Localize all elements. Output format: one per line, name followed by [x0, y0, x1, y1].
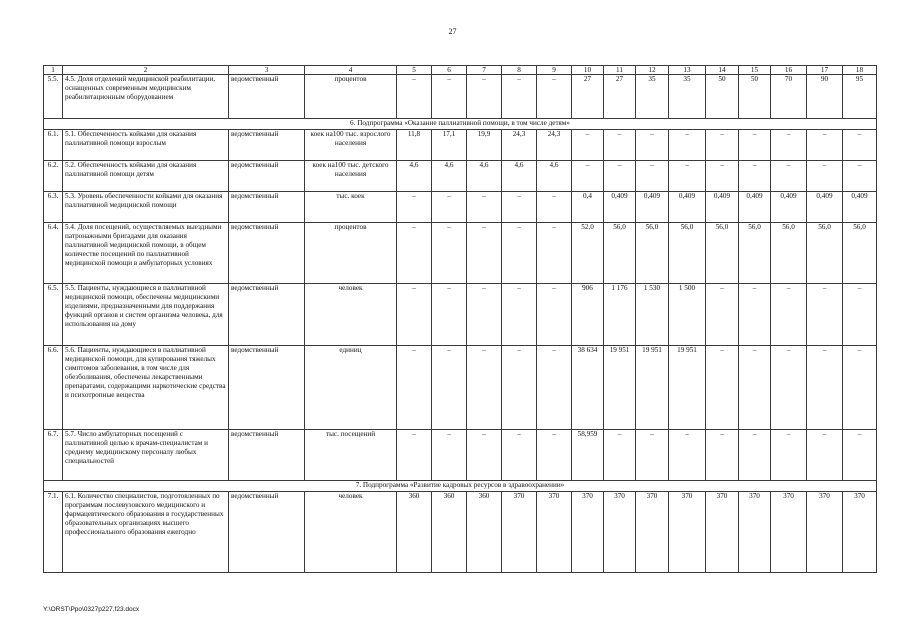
- year-value: 1 176: [604, 284, 636, 346]
- table-row: [44, 430, 877, 481]
- year-value: 56,0: [739, 223, 771, 284]
- year-value: 56,0: [669, 223, 706, 284]
- table-row: [44, 75, 877, 119]
- column-number-row: [44, 66, 877, 75]
- table-row: [44, 492, 877, 573]
- unit-of-measure: человек: [305, 284, 397, 346]
- year-value: –: [739, 430, 771, 481]
- table-row: [44, 223, 877, 284]
- year-value: –: [467, 430, 502, 481]
- year-value: 4,6: [467, 161, 502, 192]
- column-number: 17: [807, 66, 843, 75]
- year-value: 35: [636, 75, 669, 119]
- year-value: –: [706, 130, 739, 161]
- year-value: 360: [467, 492, 502, 573]
- year-value: –: [572, 161, 604, 192]
- year-value: 1 500: [669, 284, 706, 346]
- year-value: –: [807, 430, 843, 481]
- column-number: 7: [467, 66, 502, 75]
- indicator-name: 5.1. Обеспеченность койками для оказания паллиативной помощи взрослым: [63, 130, 229, 161]
- year-value: 370: [636, 492, 669, 573]
- indicator-kind: ведомственный: [229, 161, 305, 192]
- year-value: 0,409: [706, 192, 739, 223]
- column-number: 15: [739, 66, 771, 75]
- year-value: 370: [572, 492, 604, 573]
- year-value: 90: [807, 75, 843, 119]
- year-value: –: [502, 284, 537, 346]
- year-value: 370: [604, 492, 636, 573]
- year-value: –: [636, 161, 669, 192]
- row-number: 7.1.: [44, 492, 63, 573]
- indicator-name: 5.7. Число амбулаторных посещений с паллиативной целью к врачам-специалистам и среднему медицинскому персоналу любых специальностей: [63, 430, 229, 481]
- year-value: –: [843, 430, 877, 481]
- year-value: 50: [739, 75, 771, 119]
- column-number: 1: [44, 66, 63, 75]
- year-value: 70: [771, 75, 807, 119]
- year-value: –: [739, 284, 771, 346]
- year-value: 19 951: [669, 346, 706, 430]
- indicator-kind: ведомственный: [229, 75, 305, 119]
- indicator-kind: ведомственный: [229, 492, 305, 573]
- year-value: –: [807, 130, 843, 161]
- file-path-footer: Y:\ORST\Ppo\0327p227.f23.docx: [43, 606, 140, 613]
- year-value: –: [669, 130, 706, 161]
- year-value: –: [771, 130, 807, 161]
- year-value: 4,6: [502, 161, 537, 192]
- subprogram-title: 7. Подпрограмма «Развитие кадровых ресурсов в здравоохранении»: [44, 481, 877, 492]
- year-value: –: [604, 161, 636, 192]
- year-value: 0,409: [669, 192, 706, 223]
- unit-of-measure: единиц: [305, 346, 397, 430]
- year-value: 4,6: [397, 161, 432, 192]
- table-row: [44, 346, 877, 430]
- column-number: 12: [636, 66, 669, 75]
- year-value: 0,4: [572, 192, 604, 223]
- year-value: 52,0: [572, 223, 604, 284]
- year-value: 360: [432, 492, 467, 573]
- year-value: 19 951: [636, 346, 669, 430]
- column-number: 18: [843, 66, 877, 75]
- indicator-name: 5.3. Уровень обеспеченности койками для оказания паллиативной медицинской помощи: [63, 192, 229, 223]
- year-value: –: [397, 75, 432, 119]
- column-number: 6: [432, 66, 467, 75]
- year-value: 1 530: [636, 284, 669, 346]
- unit-of-measure: коек на100 тыс. взрослого населения: [305, 130, 397, 161]
- year-value: –: [467, 75, 502, 119]
- year-value: 0,409: [843, 192, 877, 223]
- year-value: 24,3: [537, 130, 572, 161]
- year-value: 370: [706, 492, 739, 573]
- year-value: –: [502, 223, 537, 284]
- year-value: 4,6: [537, 161, 572, 192]
- year-value: –: [843, 161, 877, 192]
- year-value: –: [432, 284, 467, 346]
- year-value: 370: [807, 492, 843, 573]
- year-value: 370: [537, 492, 572, 573]
- year-value: 95: [843, 75, 877, 119]
- year-value: –: [572, 130, 604, 161]
- year-value: –: [432, 430, 467, 481]
- year-value: –: [397, 223, 432, 284]
- year-value: –: [397, 284, 432, 346]
- year-value: 56,0: [771, 223, 807, 284]
- year-value: 17,1: [432, 130, 467, 161]
- year-value: –: [537, 192, 572, 223]
- year-value: –: [502, 75, 537, 119]
- year-value: 56,0: [807, 223, 843, 284]
- subprogram-title: 6. Подпрограмма «Оказание паллиативной помощи, в том числе детям»: [44, 119, 877, 130]
- column-number: 5: [397, 66, 432, 75]
- year-value: 11,8: [397, 130, 432, 161]
- unit-of-measure: процентов: [305, 223, 397, 284]
- year-value: 370: [669, 492, 706, 573]
- column-number: 3: [229, 66, 305, 75]
- year-value: –: [669, 430, 706, 481]
- year-value: 906: [572, 284, 604, 346]
- year-value: 38 634: [572, 346, 604, 430]
- year-value: –: [537, 430, 572, 481]
- year-value: 0,409: [771, 192, 807, 223]
- year-value: 19 951: [604, 346, 636, 430]
- indicator-name: 5.6. Пациенты, нуждающиеся в паллиативной медицинской помощи, для купирования тяжелых симптомов заболевания, в том числе для обезболивания, обеспечены лекарственными препаратами, содержащими наркотические средства и психотропные вещества: [63, 346, 229, 430]
- year-value: –: [397, 430, 432, 481]
- year-value: –: [706, 161, 739, 192]
- year-value: –: [432, 346, 467, 430]
- year-value: 370: [739, 492, 771, 573]
- year-value: –: [537, 223, 572, 284]
- unit-of-measure: коек на100 тыс. детского населения: [305, 161, 397, 192]
- year-value: –: [432, 192, 467, 223]
- indicator-kind: ведомственный: [229, 223, 305, 284]
- page-number: 27: [448, 27, 457, 36]
- year-value: –: [771, 346, 807, 430]
- row-number: 6.2.: [44, 161, 63, 192]
- row-number: 6.3.: [44, 192, 63, 223]
- year-value: –: [706, 346, 739, 430]
- year-value: –: [771, 161, 807, 192]
- year-value: –: [397, 346, 432, 430]
- year-value: –: [807, 161, 843, 192]
- year-value: –: [843, 130, 877, 161]
- year-value: –: [771, 284, 807, 346]
- table-row: [44, 130, 877, 161]
- year-value: –: [669, 161, 706, 192]
- table-row: [44, 161, 877, 192]
- year-value: –: [739, 346, 771, 430]
- column-number: 13: [669, 66, 706, 75]
- indicator-name: 4.5. Доля отделений медицинской реабилитации, оснащенных современным медицинским реабилитационным оборудованием: [63, 75, 229, 119]
- unit-of-measure: человек: [305, 492, 397, 573]
- year-value: 370: [502, 492, 537, 573]
- year-value: 0,409: [807, 192, 843, 223]
- year-value: –: [771, 430, 807, 481]
- year-value: 27: [572, 75, 604, 119]
- year-value: 35: [669, 75, 706, 119]
- year-value: 24,3: [502, 130, 537, 161]
- year-value: 27: [604, 75, 636, 119]
- row-number: 6.5.: [44, 284, 63, 346]
- indicator-name: 5.4. Доля посещений, осуществляемых выездными патронажными бригадами для оказания паллиативной медицинской помощи, в общем количестве посещений по паллиативной медицинской помощи в амбулаторных условиях: [63, 223, 229, 284]
- year-value: –: [843, 346, 877, 430]
- column-number: 10: [572, 66, 604, 75]
- indicator-name: 5.5. Пациенты, нуждающиеся в паллиативной медицинской помощи, обеспечены медицинскими изделиями, предназначенными для поддержания функций органов и систем организма человека, для использования на дому: [63, 284, 229, 346]
- year-value: –: [739, 130, 771, 161]
- row-number: 5.5.: [44, 75, 63, 119]
- year-value: –: [502, 346, 537, 430]
- table-row: [44, 192, 877, 223]
- row-number: 6.6.: [44, 346, 63, 430]
- year-value: 50: [706, 75, 739, 119]
- year-value: –: [706, 430, 739, 481]
- column-number: 11: [604, 66, 636, 75]
- column-number: 9: [537, 66, 572, 75]
- indicator-kind: ведомственный: [229, 192, 305, 223]
- year-value: 56,0: [604, 223, 636, 284]
- year-value: –: [432, 223, 467, 284]
- year-value: –: [502, 192, 537, 223]
- unit-of-measure: процентов: [305, 75, 397, 119]
- indicator-name: 5.2. Обеспеченность койками для оказания паллиативной помощи детям: [63, 161, 229, 192]
- year-value: 58,959: [572, 430, 604, 481]
- indicator-table: [43, 65, 877, 573]
- year-value: –: [843, 284, 877, 346]
- year-value: –: [467, 223, 502, 284]
- year-value: –: [537, 346, 572, 430]
- year-value: –: [706, 284, 739, 346]
- year-value: –: [537, 75, 572, 119]
- indicator-kind: ведомственный: [229, 130, 305, 161]
- indicator-kind: ведомственный: [229, 346, 305, 430]
- column-number: 8: [502, 66, 537, 75]
- year-value: 360: [397, 492, 432, 573]
- year-value: 56,0: [843, 223, 877, 284]
- year-value: –: [502, 430, 537, 481]
- year-value: –: [807, 284, 843, 346]
- year-value: –: [807, 346, 843, 430]
- year-value: 370: [771, 492, 807, 573]
- year-value: 0,409: [636, 192, 669, 223]
- year-value: –: [467, 192, 502, 223]
- year-value: –: [739, 161, 771, 192]
- column-number: 16: [771, 66, 807, 75]
- row-number: 6.4.: [44, 223, 63, 284]
- year-value: –: [432, 75, 467, 119]
- year-value: 370: [843, 492, 877, 573]
- indicator-kind: ведомственный: [229, 430, 305, 481]
- year-value: 19,9: [467, 130, 502, 161]
- unit-of-measure: тыс. коек: [305, 192, 397, 223]
- year-value: 56,0: [636, 223, 669, 284]
- year-value: –: [636, 130, 669, 161]
- subprogram-row: [44, 119, 877, 130]
- year-value: –: [636, 430, 669, 481]
- unit-of-measure: тыс. посещений: [305, 430, 397, 481]
- column-number: 2: [63, 66, 229, 75]
- indicator-kind: ведомственный: [229, 284, 305, 346]
- year-value: 0,409: [739, 192, 771, 223]
- column-number: 14: [706, 66, 739, 75]
- column-number: 4: [305, 66, 397, 75]
- table-row: [44, 284, 877, 346]
- year-value: –: [467, 346, 502, 430]
- row-number: 6.1.: [44, 130, 63, 161]
- year-value: –: [604, 430, 636, 481]
- year-value: –: [397, 192, 432, 223]
- year-value: 0,409: [604, 192, 636, 223]
- year-value: –: [467, 284, 502, 346]
- row-number: 6.7.: [44, 430, 63, 481]
- indicator-name: 6.1. Количество специалистов, подготовленных по программам послевузовского медицинского и фармацевтического образования в государственных образовательных организациях высшего профессионального образования ежегодно: [63, 492, 229, 573]
- year-value: 56,0: [706, 223, 739, 284]
- subprogram-row: [44, 481, 877, 492]
- year-value: 4,6: [432, 161, 467, 192]
- year-value: –: [537, 284, 572, 346]
- year-value: –: [604, 130, 636, 161]
